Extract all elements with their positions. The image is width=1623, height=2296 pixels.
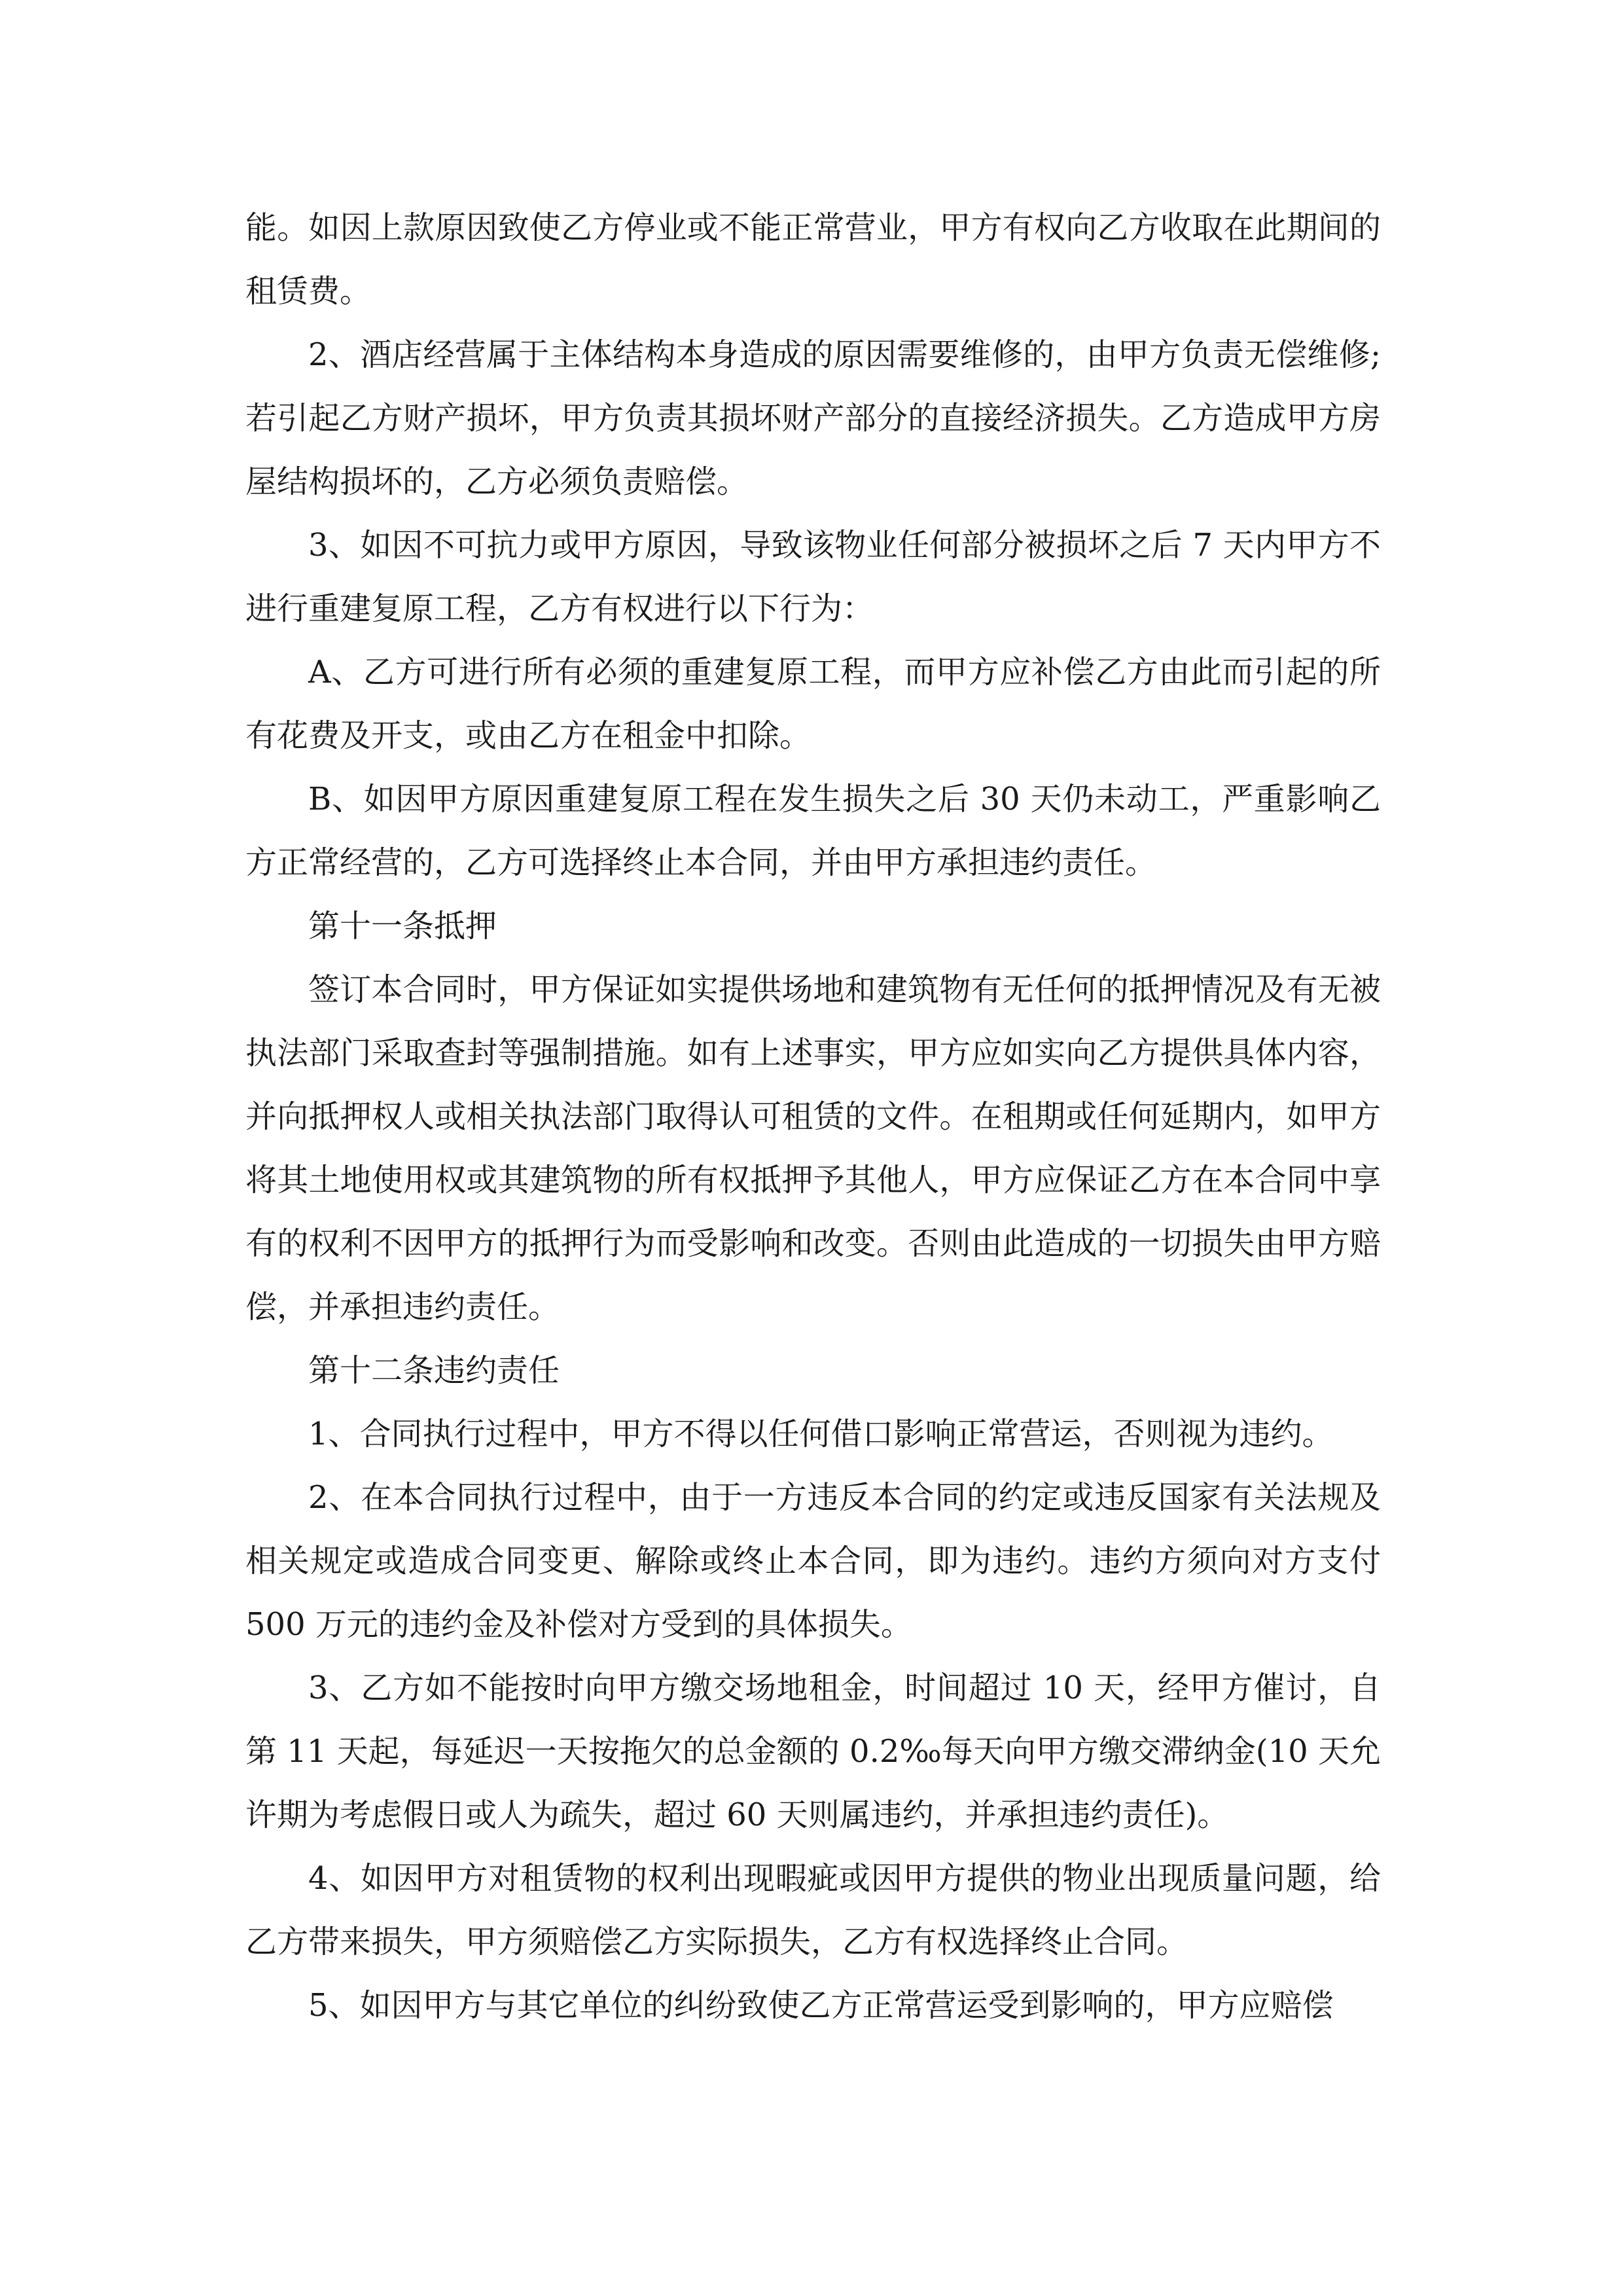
paragraph-continuation: 能。如因上款原因致使乙方停业或不能正常营业，甲方有权向乙方收取在此期间的租赁费。 bbox=[245, 209, 1381, 310]
section-heading-mortgage: 第十一条抵押 bbox=[308, 908, 497, 944]
paragraph-liability-2: 2、在本合同执行过程中，由于一方违反本合同的约定或违反国家有关法规及相关规定或造成合同变更、解除或终止本合同，即为违约。违约方须向对方支付 500 万元的违约金及补偿对方受到的具体损失。 bbox=[245, 1479, 1381, 1643]
paragraph-clause-2-repair: 2、酒店经营属于主体结构本身造成的原因需要维修的，由甲方负责无偿维修;若引起乙方财产损坏，甲方负责其损坏财产部分的直接经济损失。乙方造成甲方房屋结构损坏的，乙方必须负责赔偿。 bbox=[245, 336, 1381, 500]
paragraph-clause-b: B、如因甲方原因重建复原工程在发生损失之后 30 天仍未动工，严重影响乙方正常经营的，乙方可选择终止本合同，并由甲方承担违约责任。 bbox=[245, 781, 1381, 881]
paragraph-liability-1: 1、合同执行过程中，甲方不得以任何借口影响正常营运，否则视为违约。 bbox=[308, 1416, 1334, 1452]
paragraph-clause-a: A、乙方可进行所有必须的重建复原工程，而甲方应补偿乙方由此而引起的所有花费及开支，或由乙方在租金中扣除。 bbox=[245, 654, 1381, 754]
paragraph-liability-4: 4、如因甲方对租赁物的权利出现暇疵或因甲方提供的物业出现质量问题，给乙方带来损失，甲方须赔偿乙方实际损失，乙方有权选择终止合同。 bbox=[245, 1860, 1381, 1960]
paragraph-liability-5: 5、如因甲方与其它单位的纠纷致使乙方正常营运受到影响的，甲方应赔偿 bbox=[308, 1987, 1334, 2024]
document-page bbox=[245, 196, 1381, 2037]
section-heading-liability: 第十二条违约责任 bbox=[308, 1352, 560, 1389]
paragraph-clause-3-force-majeure: 3、如因不可抗力或甲方原因，导致该物业任何部分被损坏之后 7 天内甲方不进行重建复原工程，乙方有权进行以下行为： bbox=[245, 527, 1381, 627]
paragraph-liability-3: 3、乙方如不能按时向甲方缴交场地租金，时间超过 10 天，经甲方催讨，自第 11 天起，每延迟一天按拖欠的总金额的 0.2‰每天向甲方缴交滞纳金(10 天允许期为考虑假日或人为疏失，超过 60 天则属违约，并承担违约责任)。 bbox=[245, 1670, 1381, 1833]
paragraph-mortgage: 签订本合同时，甲方保证如实提供场地和建筑物有无任何的抵押情况及有无被执法部门采取查封等强制措施。如有上述事实，甲方应如实向乙方提供具体内容，并向抵押权人或相关执法部门取得认可租赁的文件。在租期或任何延期内，如甲方将其土地使用权或其建筑物的所有权抵押予其他人，甲方应保证乙方在本合同中享有的权利不因甲方的抵押行为而受影响和改变。否则由此造成的一切损失由甲方赔偿，并承担违约责任。 bbox=[245, 971, 1381, 1325]
